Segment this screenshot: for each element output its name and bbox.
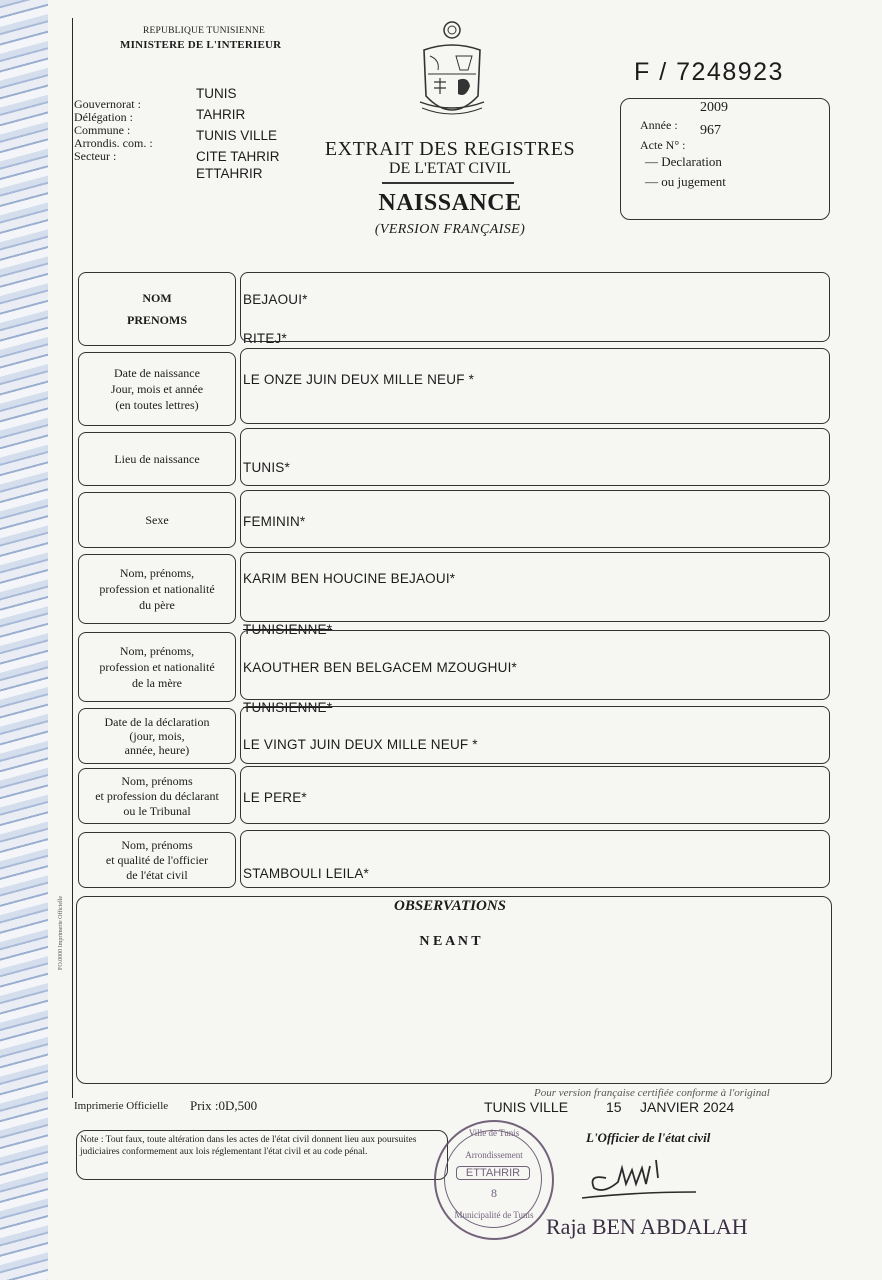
value-commune: TUNIS VILLE bbox=[196, 128, 278, 143]
value-box-sexe bbox=[240, 490, 830, 548]
prix-text: Prix :0D,500 bbox=[190, 1098, 258, 1113]
acte-label: Acte N° : bbox=[640, 138, 686, 152]
day-text: 15 bbox=[606, 1099, 622, 1115]
stamp-top-text: Ville de Tunis bbox=[468, 1128, 520, 1138]
officer-signature bbox=[576, 1148, 706, 1208]
certification-text: Pour version française certifiée conforme à l'original bbox=[534, 1087, 770, 1099]
title-etat-civil: DE L'ETAT CIVIL bbox=[388, 160, 512, 177]
officer-title: L'Officier de l'état civil bbox=[586, 1130, 711, 1145]
mere-value: KAOUTHER BEN BELGACEM MZOUGHUI* bbox=[243, 660, 517, 675]
label-sexe: Sexe bbox=[78, 492, 236, 548]
sexe-value: FEMININ* bbox=[243, 514, 306, 529]
coat-of-arms-emblem bbox=[416, 16, 488, 126]
label-officier: Nom, prénoms et qualité de l'officier de l'état civil bbox=[78, 832, 236, 888]
pere-nationalite-value: TUNISIENNE* bbox=[243, 622, 333, 637]
label-arrondissement: Arrondis. com. : bbox=[74, 136, 153, 150]
label-nom-prenoms: NOM PRENOMS bbox=[78, 272, 236, 346]
label-declarant: Nom, prénoms et profession du déclarant ou le Tribunal bbox=[78, 768, 236, 824]
side-printer-code: FO.0000 Imprimerie Officielle bbox=[58, 895, 64, 970]
jugement-option: — ou jugement bbox=[645, 174, 726, 189]
annee-label: Année : bbox=[640, 118, 678, 132]
date-naissance-value: LE ONZE JUIN DEUX MILLE NEUF * bbox=[243, 372, 475, 387]
pere-value: KARIM BEN HOUCINE BEJAOUI* bbox=[243, 571, 456, 586]
value-box-pere bbox=[240, 552, 830, 622]
label-commune: Commune : bbox=[74, 123, 131, 137]
serial-number: F / 7248923 bbox=[634, 58, 784, 86]
annee-value: 2009 bbox=[700, 100, 728, 115]
official-stamp bbox=[434, 1120, 554, 1240]
title-version-francaise: (VERSION FRANÇAISE) bbox=[374, 222, 526, 237]
label-mere: Nom, prénoms, profession et nationalité de la mère bbox=[78, 632, 236, 702]
value-box-declarant bbox=[240, 766, 830, 824]
observations-box bbox=[76, 896, 832, 1084]
document-left-border bbox=[72, 18, 73, 1098]
label-pere: Nom, prénoms, profession et nationalité du père bbox=[78, 554, 236, 624]
legal-note: Note : Tout faux, toute altération dans les actes de l'état civil donnent lieu aux poursuites judiciaires conformement aux lois réglementant l'état civil et au code pénal. bbox=[80, 1135, 417, 1157]
title-divider bbox=[382, 182, 514, 184]
date-declaration-value: LE VINGT JUIN DEUX MILLE NEUF * bbox=[243, 737, 478, 752]
declaration-option: — Declaration bbox=[645, 154, 722, 169]
title-naissance: NAISSANCE bbox=[378, 190, 522, 216]
label-date-naissance: Date de naissance Jour, mois et année (en toutes lettres) bbox=[78, 352, 236, 426]
stamp-sub-text: Arrondissement bbox=[465, 1150, 523, 1160]
acte-value: 967 bbox=[700, 123, 721, 138]
officier-value: STAMBOULI LEILA* bbox=[243, 866, 369, 881]
admin-labels bbox=[74, 98, 153, 163]
republic-heading: REPUBLIQUE TUNISIENNE bbox=[143, 26, 265, 36]
ministry-heading: MINISTERE DE L'INTERIEUR bbox=[120, 39, 282, 51]
label-gouvernorat: Gouvernorat : bbox=[74, 97, 141, 111]
value-gouvernorat: TUNIS bbox=[196, 86, 237, 101]
observations-value: N E A N T bbox=[419, 934, 481, 949]
value-secteur: ETTAHRIR bbox=[196, 166, 263, 181]
place-text: TUNIS VILLE bbox=[484, 1099, 569, 1115]
prenom-value: RITEJ* bbox=[243, 331, 287, 346]
document-edge-pattern bbox=[0, 0, 48, 1280]
title-extrait: EXTRAIT DES REGISTRES bbox=[324, 138, 576, 160]
label-date-declaration: Date de la déclaration (jour, mois, année, heure) bbox=[78, 708, 236, 764]
stamp-outer-text: Municipalité de Tunis bbox=[454, 1210, 534, 1220]
lieu-naissance-value: TUNIS* bbox=[243, 460, 290, 475]
declarant-value: LE PERE* bbox=[243, 790, 307, 805]
label-secteur: Secteur : bbox=[74, 149, 117, 163]
label-lieu-naissance: Lieu de naissance bbox=[78, 432, 236, 486]
value-box-lieu bbox=[240, 428, 830, 486]
value-arrondissement: CITE TAHRIR bbox=[196, 149, 280, 164]
observations-title: OBSERVATIONS bbox=[394, 898, 506, 914]
value-box-nom bbox=[240, 272, 830, 342]
nom-value: BEJAOUI* bbox=[243, 292, 308, 307]
imprimerie-text: Imprimerie Officielle bbox=[74, 1100, 169, 1112]
stamp-center-text: ETTAHRIR bbox=[456, 1166, 530, 1180]
mere-nationalite-value: TUNISIENNE* bbox=[243, 700, 333, 715]
value-box-declaration bbox=[240, 706, 830, 764]
stamp-number: 8 bbox=[491, 1186, 497, 1200]
month-year-text: JANVIER 2024 bbox=[640, 1099, 735, 1115]
officer-name: Raja BEN ABDALAH bbox=[546, 1214, 748, 1239]
value-delegation: TAHRIR bbox=[196, 107, 246, 122]
admin-values bbox=[196, 83, 280, 184]
label-delegation: Délégation : bbox=[74, 110, 133, 124]
